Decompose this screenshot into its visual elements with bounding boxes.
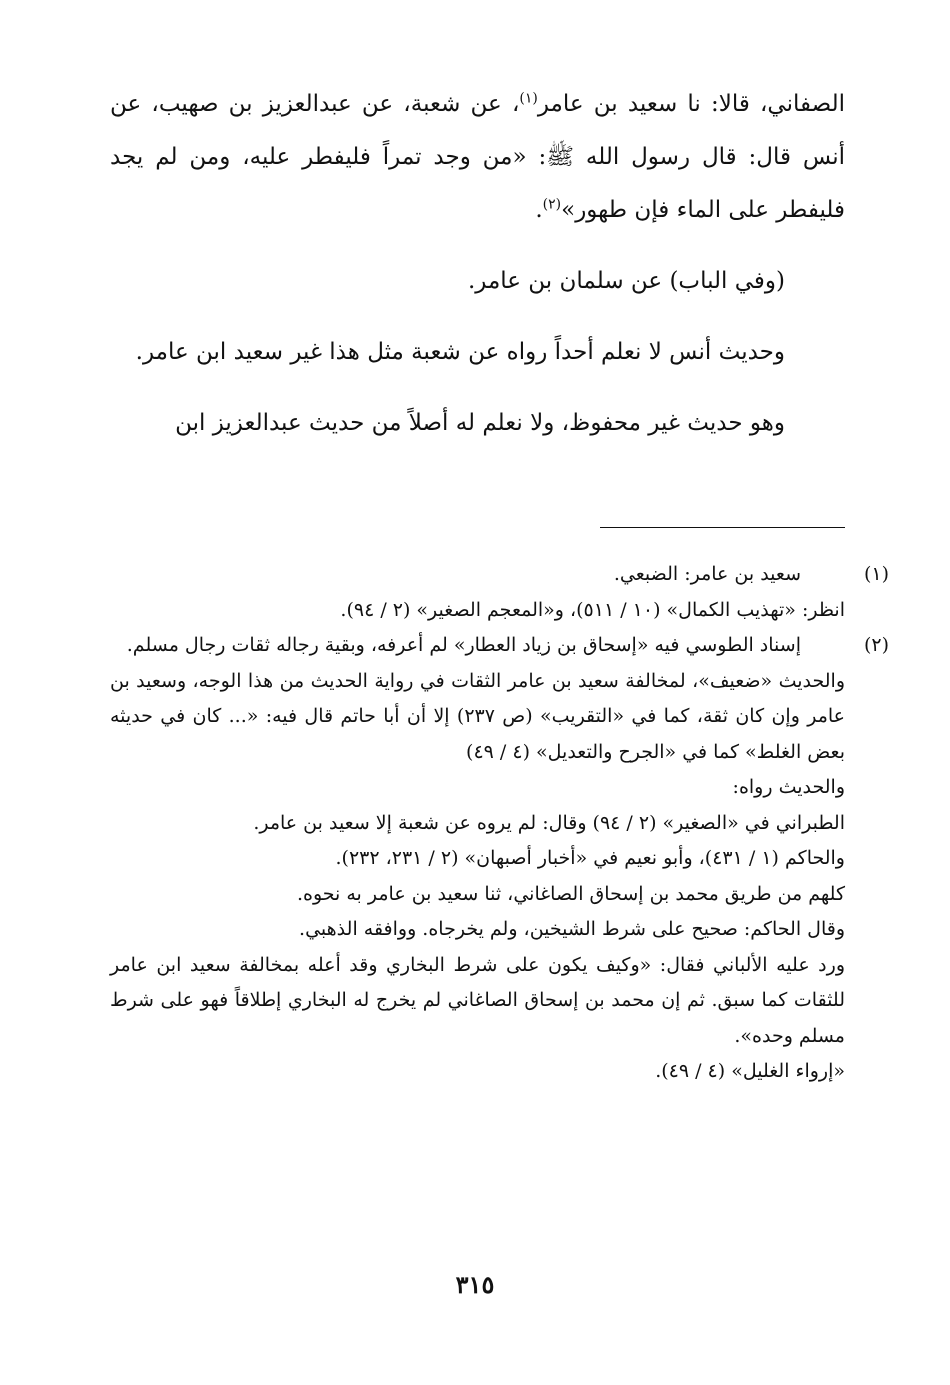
footnote-2-paragraph-3: والحديث رواه: — [732, 776, 845, 798]
paragraph-1-start: الصفاني، قالا: نا سعيد بن عامر — [537, 91, 845, 117]
footnote-divider — [600, 527, 845, 528]
page-number: ٣١٥ — [455, 1270, 495, 1299]
footnote-1 — [110, 557, 889, 593]
footnote-1-line-2: انظر: «تهذيب الكمال» (١٠ / ٥١١)، و«المعجم الصغير» (٢ / ٩٤). — [340, 598, 845, 621]
footnote-ref-1[interactable]: (١) — [519, 90, 538, 107]
footnote-2-paragraph-4: الطبراني في «الصغير» (٢ / ٩٤) وقال: لم يروه عن شعبة إلا سعيد بن عامر. — [253, 811, 845, 834]
footnote-2 — [110, 628, 889, 664]
footnote-1-number: (١) — [863, 563, 889, 585]
footnote-ref-2[interactable]: (٢) — [542, 196, 562, 213]
footnote-2-paragraph-9: «إرواء الغليل» (٤ / ٤٩). — [655, 1060, 845, 1082]
footnote-2-paragraph-8: ورد عليه الألباني فقال: «وكيف يكون على شرط البخاري وقد أعله بمخالفة سعيد ابن عامر للثقات كما سبق. ثم إن محمد بن إسحاق الصاغاني لم يخرج له البخاري إطلاقاً فهو على شرط مسلم وحده». — [110, 953, 845, 1047]
paragraph-3: وحديث أنس لا نعلم أحداً رواه عن شعبة مثل هذا غير سعيد ابن عامر. — [135, 339, 785, 365]
footnote-2-paragraph-7: وقال الحاكم: صحيح على شرط الشيخين، ولم يخرجاه. ووافقه الذهبي. — [299, 918, 845, 940]
footnote-1-text: سعيد بن عامر: الضبعي. — [613, 563, 801, 585]
footnote-2-paragraph-2: والحديث «ضعيف»، لمخالفة سعيد بن عامر الثقات في رواية الحديث من هذا الوجه، وسعيد بن عامر وإن كان ثقة، كما في «التقريب» (ص ٢٣٧) إلا أن أبا حاتم قال فيه: «... كان في حديثه بعض الغلط» كما في «الجرح والتعديل» (٤ / ٤٩) — [110, 669, 845, 763]
footnote-2-paragraph-6: كلهم من طريق محمد بن إسحاق الصاغاني، ثنا سعيد بن عامر به نحوه. — [296, 882, 845, 905]
paragraph-2: (وفي الباب) عن سلمان بن عامر. — [467, 268, 785, 294]
paragraph-1-end: . — [535, 197, 543, 223]
footnotes — [110, 557, 889, 1090]
footnote-2-number: (٢) — [863, 634, 889, 656]
footnote-2-text: إسناد الطوسي فيه «إسحاق بن زياد العطار» لم أعرفه، وبقية رجاله ثقات رجال مسلم. — [126, 634, 801, 656]
paragraph-1-continued: ، عن شعبة، عن عبدالعزيز بن صهيب، عن أنس قال: قال رسول الله ﷺ: «من وجد تمراً فليفطر عليه، ومن لم يجد فليفطر على الماء فإن طهور» — [110, 91, 845, 223]
footnote-2-paragraph-5: والحاكم (١ / ٤٣١)، وأبو نعيم في «أخبار أصبهان» (٢ / ٢٣١، ٢٣٢). — [335, 847, 845, 869]
main-text — [110, 78, 845, 450]
paragraph-4: وهو حديث غير محفوظ، ولا نعلم له أصلاً من حديث عبدالعزيز ابن — [175, 410, 785, 436]
paragraph-1 — [110, 78, 845, 237]
